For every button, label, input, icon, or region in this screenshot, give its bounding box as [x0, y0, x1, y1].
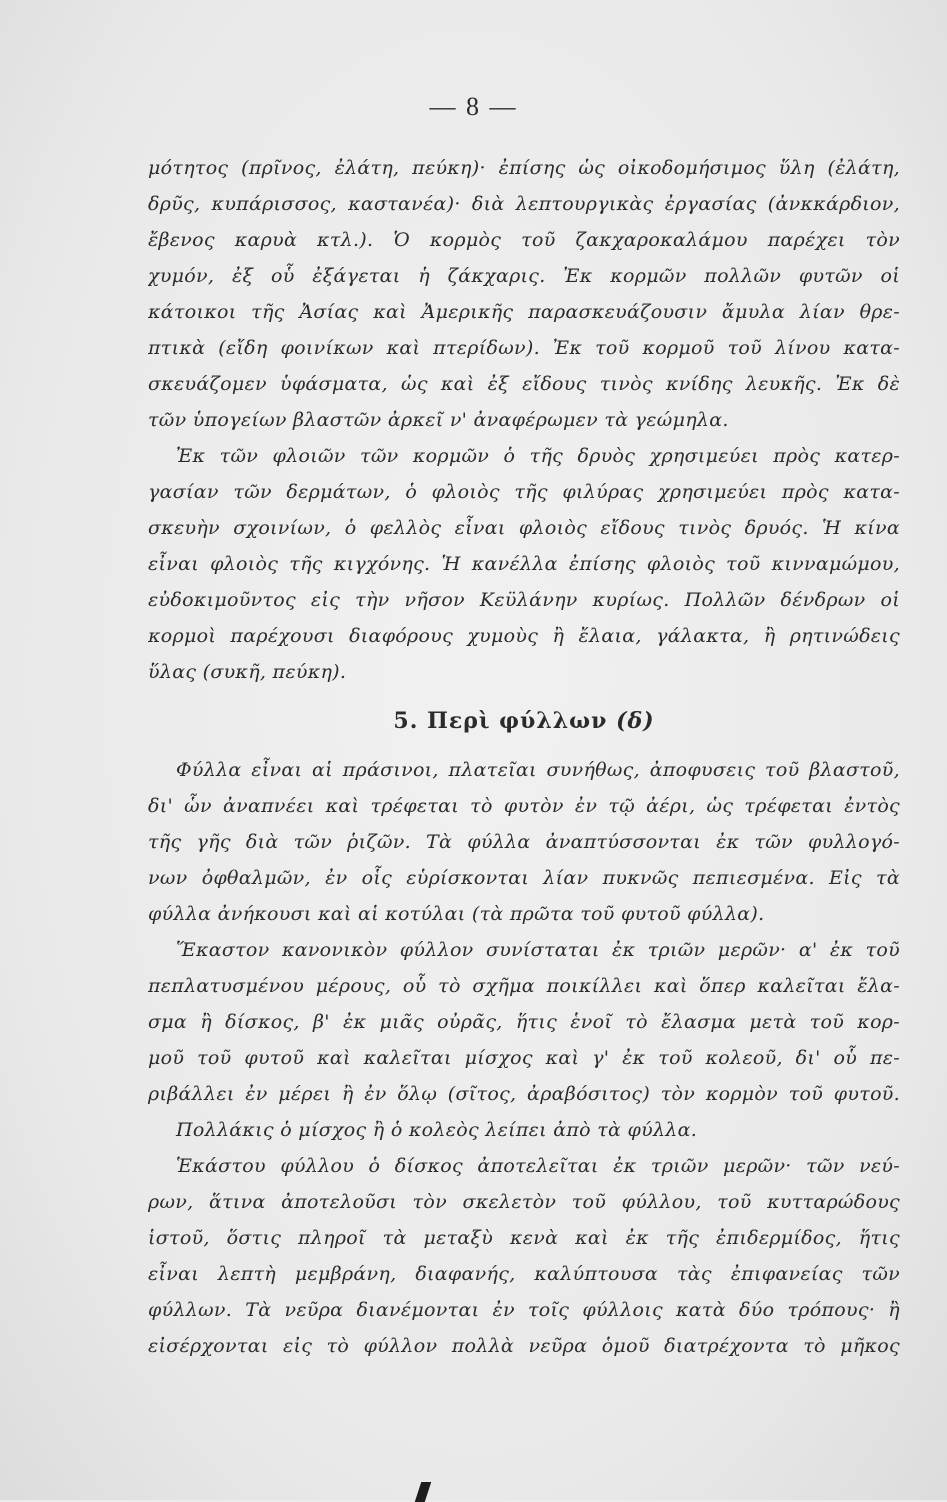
ink-mark: [415, 1482, 431, 1502]
text-line: εἶναι φλοιὸς τῆς κιγχόνης. Ἡ κανέλλα ἐπίσης φλοιὸς τοῦ κινναμώμου,: [148, 553, 900, 575]
text-line: εὐδοκιμοῦντος εἰς τὴν νῆσον Κεϋλάνην κυρίως. Πολλῶν δένδρων οἱ: [148, 589, 900, 611]
section-heading: [148, 690, 900, 752]
section-tag: (δ): [616, 708, 655, 734]
paragraph-2: [148, 438, 900, 690]
text-line: φύλλων. Τὰ νεῦρα διανέμονται ἐν τοῖς φύλλοις κατὰ δύο τρόπους· ἢ: [148, 1299, 900, 1321]
text-line: ἔβενος καρυὰ κτλ.). Ὁ κορμὸς τοῦ ζακχαροκαλάμου παρέχει τὸν: [148, 229, 900, 251]
text-line: δι' ὧν ἀναπνέει καὶ τρέφεται τὸ φυτὸν ἐν τῷ ἀέρι, ὡς τρέφεται ἐντὸς: [148, 795, 900, 817]
text-line: γασίαν τῶν δερμάτων, ὁ φλοιὸς τῆς φιλύρας χρησιμεύει πρὸς κατα-: [148, 481, 900, 503]
text-line: πτικὰ (εἴδη φοινίκων καὶ πτερίδων). Ἐκ τοῦ κορμοῦ τοῦ λίνου κατα-: [148, 337, 900, 359]
text-line: σκευὴν σχοινίων, ὁ φελλὸς εἶναι φλοιὸς εἴδους τινὸς δρυός. Ἡ κίνα: [148, 517, 900, 539]
text-line: Ἕκαστον κανονικὸν φύλλον συνίσταται ἐκ τριῶν μερῶν· α' ἐκ τοῦ: [176, 939, 900, 961]
text-line: ἱστοῦ, ὅστις πληροῖ τὰ μεταξὺ κενὰ καὶ ἐκ τῆς ἐπιδερμίδος, ἥτις: [148, 1227, 900, 1249]
page-body: [148, 150, 900, 1364]
text-line: μοῦ τοῦ φυτοῦ καὶ καλεῖται μίσχος καὶ γ' ἐκ τοῦ κολεοῦ, δι' οὗ πε-: [148, 1047, 900, 1069]
text-line: μότητος (πρῖνος, ἐλάτη, πεύκη)· ἐπίσης ὡς οἰκοδομήσιμος ὕλη (ἐλάτη,: [148, 157, 900, 179]
paragraph-6: [148, 1148, 900, 1364]
paragraph-4: [148, 932, 900, 1112]
text-line: χυμόν, ἐξ οὗ ἐξάγεται ἡ ζάκχαρις. Ἐκ κορμῶν πολλῶν φυτῶν οἱ: [148, 265, 900, 287]
section-number: 5.: [393, 708, 419, 734]
text-line: νων ὀφθαλμῶν, ἐν οἷς εὑρίσκονται λίαν πυκνῶς πεπιεσμένα. Εἰς τὰ: [148, 867, 900, 889]
text-line: πεπλατυσμένου μέρους, οὗ τὸ σχῆμα ποικίλλει καὶ ὅπερ καλεῖται ἔλα-: [148, 975, 900, 997]
section-title: Περὶ φύλλων: [427, 708, 608, 734]
page-number: — 8 —: [429, 92, 518, 121]
text-line: ρων, ἅτινα ἀποτελοῦσι τὸν σκελετὸν τοῦ φύλλου, τοῦ κυτταρώδους: [148, 1191, 900, 1213]
text-line: τῆς γῆς διὰ τῶν ῥιζῶν. Τὰ φύλλα ἀναπτύσσονται ἐκ τῶν φυλλογό-: [148, 831, 900, 853]
text-line: σκευάζομεν ὑφάσματα, ὡς καὶ ἐξ εἴδους τινὸς κνίδης λευκῆς. Ἐκ δὲ: [148, 373, 900, 395]
paragraph-1: [148, 150, 900, 438]
text-line: κορμοὶ παρέχουσι διαφόρους χυμοὺς ἢ ἔλαια, γάλακτα, ἢ ρητινώδεις: [148, 625, 900, 647]
text-line: κάτοικοι τῆς Ἀσίας καὶ Ἀμερικῆς παρασκευάζουσιν ἄμυλα λίαν θρε-: [148, 301, 900, 323]
text-line: φύλλα ἀνήκουσι καὶ αἱ κοτύλαι (τὰ πρῶτα τοῦ φυτοῦ φύλλα).: [148, 903, 765, 925]
text-line: Ἐκ τῶν φλοιῶν τῶν κορμῶν ὁ τῆς δρυὸς χρησιμεύει πρὸς κατερ-: [176, 445, 900, 467]
text-line: ὕλας (συκῆ, πεύκη).: [148, 661, 347, 683]
text-line: ριβάλλει ἐν μέρει ἢ ἐν ὅλῳ (σῖτος, ἀραβόσιτος) τὸν κορμὸν τοῦ φυτοῦ.: [148, 1083, 900, 1105]
text-line: εἰσέρχονται εἰς τὸ φύλλον πολλὰ νεῦρα ὁμοῦ διατρέχοντα τὸ μῆκος: [148, 1335, 900, 1357]
text-line: Φύλλα εἶναι αἱ πράσινοι, πλατεῖαι συνήθως, ἀποφυσεις τοῦ βλαστοῦ,: [176, 759, 900, 781]
text-line: εἶναι λεπτὴ μεμβράνη, διαφανής, καλύπτουσα τὰς ἐπιφανείας τῶν: [148, 1263, 900, 1285]
paragraph-5: [148, 1112, 900, 1148]
text-line: δρῦς, κυπάρισσος, καστανέα)· διὰ λεπτουργικὰς ἐργασίας (ἀνκκάρδιον,: [148, 193, 900, 215]
paragraph-3: [148, 752, 900, 932]
text-line: Ἑκάστου φύλλου ὁ δίσκος ἀποτελεῖται ἐκ τριῶν μερῶν· τῶν νεύ-: [176, 1155, 900, 1177]
text-line: Πολλάκις ὁ μίσχος ἢ ὁ κολεὸς λείπει ἀπὸ τὰ φύλλα.: [176, 1119, 698, 1141]
text-line: τῶν ὑπογείων βλαστῶν ἀρκεῖ ν' ἀναφέρωμεν τὰ γεώμηλα.: [148, 409, 729, 431]
text-line: σμα ἢ δίσκος, β' ἐκ μιᾶς οὐρᾶς, ἥτις ἑνοῖ τὸ ἔλασμα μετὰ τοῦ κορ-: [148, 1011, 900, 1033]
